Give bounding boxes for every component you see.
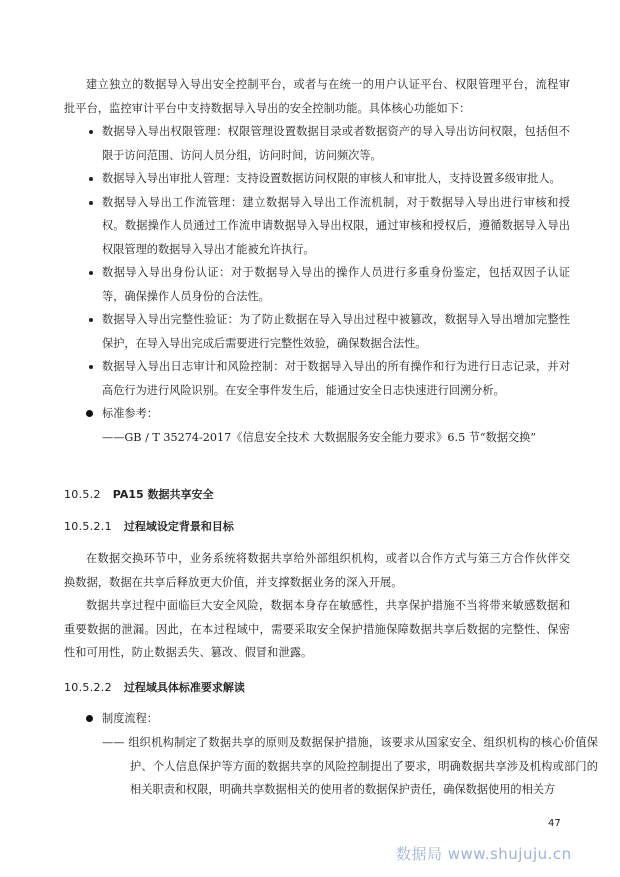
bullet-dot-icon [89,271,93,275]
bullet-dot-icon [89,318,93,322]
bullet-dot-icon [89,365,93,369]
bullet-dot-icon [89,201,93,205]
subsection-heading-1: 10.5.2.1 过程域设定背景和目标 [64,520,234,533]
list-item: 数据导入导出日志审计和风险控制：对于数据导入导出的所有操作和行为进行日志记录，并对高危行为进行风险识别。在安全事件发生后，能通过安全日志快速进行回溯分析。 [64,355,570,402]
bullet-dot-icon [86,410,93,417]
bullet-dot-icon [89,130,93,134]
reference-text: ——GB / T 35274-2017《信息安全技术 大数据服务安全能力要求》6.5 节“数据交换” [102,431,537,444]
process-text: —— 组织机构制定了数据共享的原则及数据保护措施，该要求从国家安全、组织机构的核心价值保护、个人信息保护等方面的数据共享的风险控制提出了要求，明确数据共享涉及机构或部门的相关职责和权限，明确共享数据相关的使用者的数据保护责任，确保数据使用的相关方 [102,736,598,796]
bullet-dot-icon [89,177,93,181]
list-item: 数据导入导出工作流管理：建立数据导入导出工作流机制，对于数据导入导出进行审核和授权。数据操作人员通过工作流申请数据导入导出权限，通过审核和授权后，遵循数据导入导出权限管理的数据导入导出才能被允许执行。 [64,191,570,262]
watermark: 数据局 www.shujuju.cn [396,845,572,863]
risk-paragraph: 数据共享过程中面临巨大安全风险，数据本身存在敏感性，共享保护措施不当将带来敏感数据和重要数据的泄漏。因此，在本过程域中，需要采取安全保护措施保障数据共享后数据的完整性、保密性和可用性，防止数据丢失、篡改、假冒和泄露。 [64,599,570,659]
list-item: 数据导入导出权限管理：权限管理设置数据目录或者数据资产的导入导出访问权限，包括但不限于访问范围、访问人员分组，访问时间，访问频次等。 [64,120,570,167]
list-item: 数据导入导出身份认证：对于数据导入导出的操作人员进行多重身份鉴定，包括双因子认证等，确保操作人员身份的合法性。 [64,261,570,308]
list-item: 数据导入导出审批人管理：支持设置数据访问权限的审核人和审批人，支持设置多级审批人。 [64,167,570,191]
section-heading: 10.5.2 PA15 数据共享安全 [64,488,214,501]
intro-paragraph: 建立独立的数据导入导出安全控制平台，或者与在统一的用户认证平台、权限管理平台，流程审批平台，监控审计平台中支持数据导入导出的安全控制功能。具体核心功能如下： [64,78,570,115]
feature-list [64,120,570,402]
background-paragraph: 在数据交换环节中，业务系统将数据共享给外部组织机构，或者以合作方式与第三方合作伙伴交换数据，数据在共享后释放更大价值，并支撑数据业务的深入开展。 [64,552,570,589]
page-number: 47 [548,818,561,829]
list-item: 数据导入导出完整性验证：为了防止数据在导入导出过程中被篡改，数据导入导出增加完整性保护，在导入导出完成后需要进行完整性效验，确保数据合法性。 [64,308,570,355]
reference-label: 标准参考： [64,402,570,426]
subsection-heading-2: 10.5.2.2 过程域具体标准要求解读 [64,681,245,694]
process-label: 制度流程： [64,707,570,731]
bullet-dot-icon [86,715,93,722]
